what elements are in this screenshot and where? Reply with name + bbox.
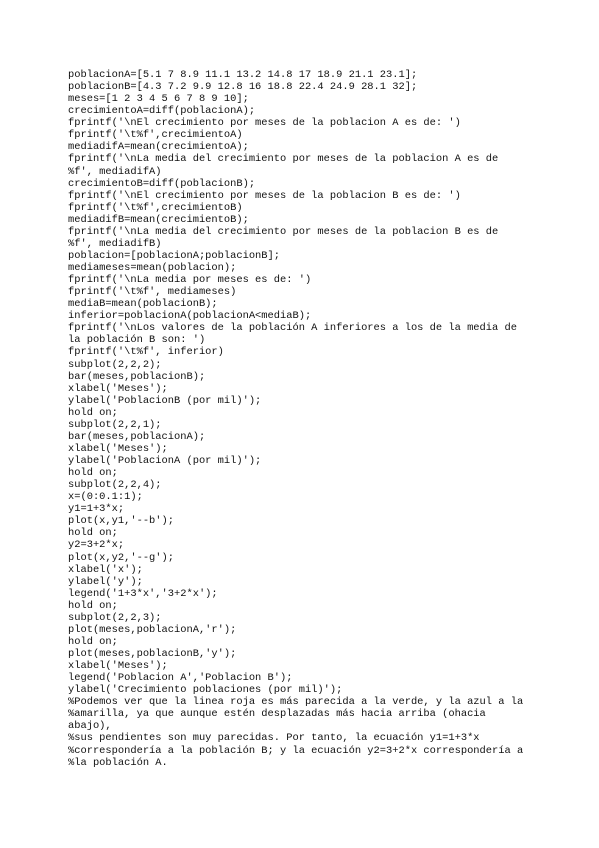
code-line: hold on; bbox=[68, 467, 118, 480]
code-line: %amarilla, ya que aunque estén desplazadas más hacia arriba (ohacia bbox=[68, 708, 486, 721]
code-line: plot(meses,poblacionB,'y'); bbox=[68, 648, 237, 660]
code-line: fprintf('\nLa media del crecimiento por meses de la poblacion B es de bbox=[68, 225, 499, 238]
code-line: crecimientoA=diff(poblacionA); bbox=[68, 105, 256, 118]
code-line: bar(meses,poblacionB); bbox=[68, 370, 206, 383]
code-line: subplot(2,2,1); bbox=[68, 418, 162, 431]
code-line: %f', mediadifB) bbox=[68, 237, 162, 250]
code-line: subplot(2,2,3); bbox=[68, 611, 162, 624]
code-line: mediameses=mean(poblacion); bbox=[68, 262, 237, 274]
code-listing bbox=[68, 69, 538, 769]
code-line: legend('Poblacion A','Poblacion B'); bbox=[68, 672, 293, 685]
code-line: poblacionB=[4.3 7.2 9.9 12.8 16 18.8 22.4 24.9 28.1 32]; bbox=[68, 81, 418, 94]
code-line: poblacionA=[5.1 7 8.9 11.1 13.2 14.8 17 18.9 21.1 23.1]; bbox=[68, 69, 418, 81]
code-line: subplot(2,2,4); bbox=[68, 479, 162, 492]
code-line: subplot(2,2,2); bbox=[68, 358, 162, 371]
code-line: la población B son: ') bbox=[68, 334, 206, 347]
code-line: xlabel('Meses'); bbox=[68, 442, 168, 455]
code-line: hold on; bbox=[68, 599, 118, 612]
code-line: fprintf('\nLa media del crecimiento por meses de la poblacion A es de bbox=[68, 153, 499, 166]
code-line: xlabel('Meses'); bbox=[68, 382, 168, 395]
code-line: fprintf('\t%f',crecimientoB) bbox=[68, 201, 243, 214]
code-line: plot(meses,poblacionA,'r'); bbox=[68, 623, 237, 636]
code-line: ylabel('PoblacionB (por mil)'); bbox=[68, 394, 262, 407]
code-line: fprintf('\nLa media por meses es de: ') bbox=[68, 274, 312, 287]
code-line: inferior=poblacionA(poblacionA<mediaB); bbox=[68, 310, 312, 323]
code-line: poblacion=[poblacionA;poblacionB]; bbox=[68, 249, 281, 262]
code-line: bar(meses,poblacionA); bbox=[68, 430, 206, 443]
code-line: xlabel('Meses'); bbox=[68, 660, 168, 673]
code-line: hold on; bbox=[68, 635, 118, 648]
code-line: ylabel('y'); bbox=[68, 575, 143, 588]
code-line: fprintf('\nEl crecimiento por meses de la poblacion B es de: ') bbox=[68, 189, 461, 202]
code-line: %la población A. bbox=[68, 756, 168, 769]
code-line: ylabel('Crecimiento poblaciones (por mil)'); bbox=[68, 684, 343, 697]
code-line: mediaB=mean(poblacionB); bbox=[68, 298, 218, 311]
code-line: plot(x,y1,'--b'); bbox=[68, 515, 175, 528]
code-line: crecimientoB=diff(poblacionB); bbox=[68, 177, 256, 190]
code-line: x=(0:0.1:1); bbox=[68, 491, 143, 504]
code-line: abajo), bbox=[68, 720, 112, 733]
code-line: fprintf('\nLos valores de la población A inferiores a los de la media de bbox=[68, 322, 517, 335]
code-line: hold on; bbox=[68, 406, 118, 419]
code-line: mediadifB=mean(crecimientoB); bbox=[68, 213, 249, 226]
code-line: %Podemos ver que la linea roja es más parecida a la verde, y la azul a la bbox=[68, 696, 524, 709]
code-line: hold on; bbox=[68, 527, 118, 540]
code-line: fprintf('\t%f', inferior) bbox=[68, 346, 224, 359]
code-line: meses=[1 2 3 4 5 6 7 8 9 10]; bbox=[68, 93, 249, 106]
code-line: plot(x,y2,'--g'); bbox=[68, 551, 175, 564]
code-line: %f', mediadifA) bbox=[68, 165, 162, 178]
code-line: %sus pendientes son muy parecidas. Por tanto, la ecuación y1=1+3*x bbox=[68, 732, 480, 745]
code-line: %correspondería a la población B; y la ecuación y2=3+2*x correspondería a bbox=[68, 744, 524, 757]
code-line: fprintf('\t%f', mediameses) bbox=[68, 286, 237, 299]
code-line: y2=3+2*x; bbox=[68, 539, 125, 552]
code-line: fprintf('\nEl crecimiento por meses de la poblacion A es de: ') bbox=[68, 117, 461, 130]
code-line: xlabel('x'); bbox=[68, 563, 143, 576]
code-line: legend('1+3*x','3+2*x'); bbox=[68, 587, 218, 600]
code-line: ylabel('PoblacionA (por mil)'); bbox=[68, 455, 262, 467]
code-line: y1=1+3*x; bbox=[68, 503, 125, 516]
code-line: mediadifA=mean(crecimientoA); bbox=[68, 141, 249, 154]
code-line: fprintf('\t%f',crecimientoA) bbox=[68, 129, 243, 142]
